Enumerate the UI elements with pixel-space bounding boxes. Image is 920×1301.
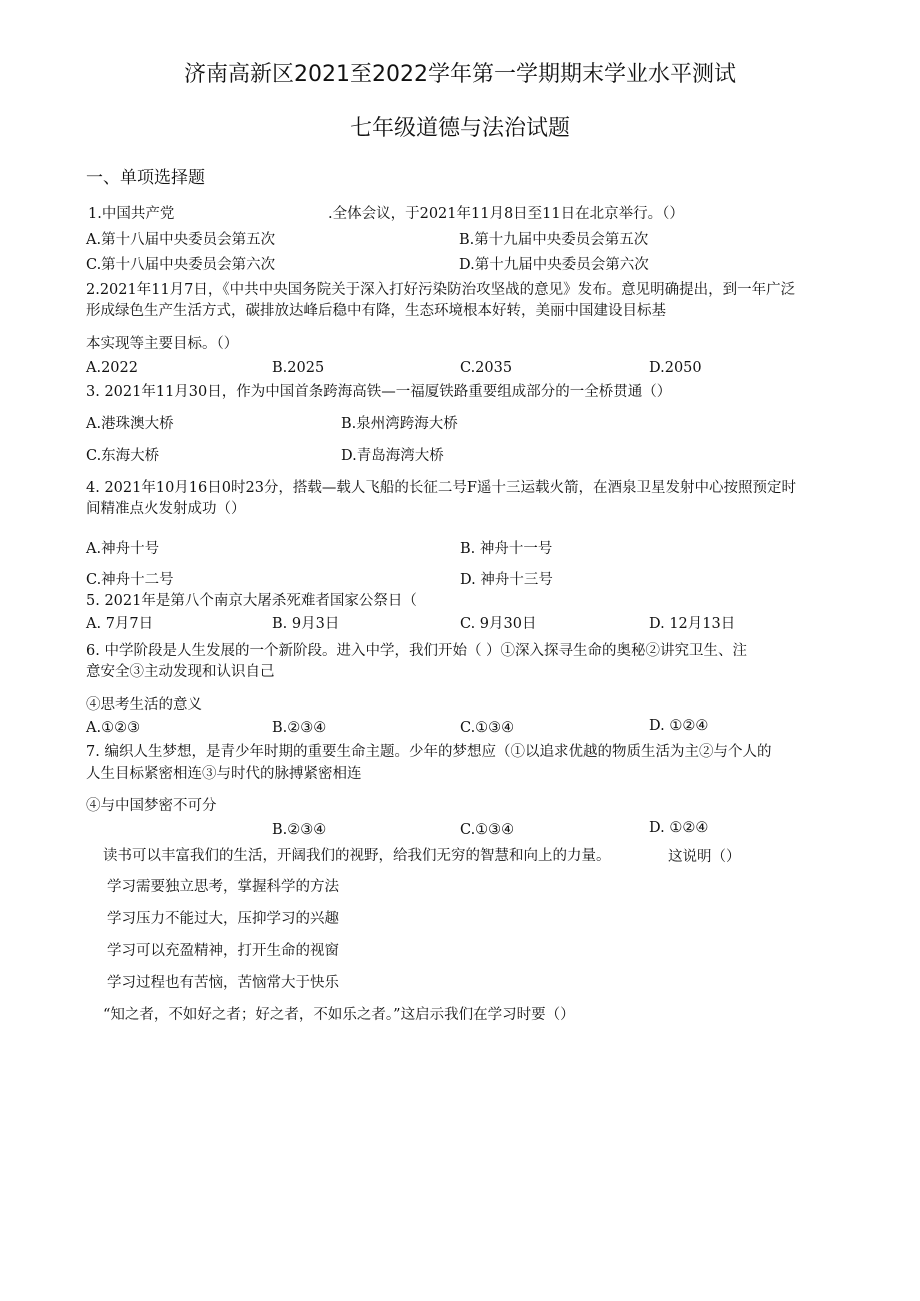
q4-option-c: C.神舟十二号	[86, 572, 174, 588]
q4-stem-line-2: 间精准点火发射成功（）	[86, 501, 246, 517]
q5-option-b: B. 9月3日	[272, 616, 340, 632]
q6-stem-line-2: 意安全③主动发现和认识自己	[86, 664, 275, 680]
q1-stem-end: .全体会议，于2021年11月8日至11日在北京举行。（）	[328, 206, 684, 222]
q1-option-b: B.第十九届中央委员会第五次	[459, 232, 649, 248]
q6-option-b: B.②③④	[272, 720, 327, 736]
q8-option-2: 学习压力不能过大，压抑学习的兴趣	[107, 911, 339, 927]
q7-option-c: C.①③④	[460, 822, 515, 838]
q6-option-d: D. ①②④	[649, 718, 709, 734]
q4-option-a: A.神舟十号	[86, 541, 160, 557]
q2-option-d: D.2050	[649, 360, 702, 376]
q1-option-d: D.第十九届中央委员会第六次	[459, 257, 649, 273]
q8-stem-start: 读书可以丰富我们的生活，开阔我们的视野，给我们无穷的智慧和向上的力量。	[103, 848, 611, 864]
q8-stem-end: 这说明（）	[668, 849, 741, 865]
q3-option-c: C.东海大桥	[86, 448, 160, 464]
q8-option-1: 学习需要独立思考，掌握科学的方法	[107, 879, 339, 895]
q6-option-c: C.①③④	[460, 720, 515, 736]
q8-option-4: 学习过程也有苦恼，苦恼常大于快乐	[107, 975, 339, 991]
q4-option-b: B. 神舟十一号	[460, 541, 553, 557]
q5-option-d: D. 12月13日	[649, 616, 736, 632]
q3-option-b: B.泉州湾跨海大桥	[341, 416, 458, 432]
q8-option-3: 学习可以充盈精神，打开生命的视窗	[107, 943, 339, 959]
q5-option-c: C. 9月30日	[460, 616, 537, 632]
q2-option-b: B.2025	[272, 360, 325, 376]
q3-option-d: D.青岛海湾大桥	[341, 448, 444, 464]
section-heading: 一、单项选择题	[86, 168, 205, 188]
q7-option-d: D. ①②④	[649, 820, 709, 836]
q2-stem-line-3: 本实现等主要目标。（）	[86, 336, 239, 352]
q3-stem: 3. 2021年11月30日，作为中国首条跨海高铁—一福厦铁路重要组成部分的一全桥贯通（）	[86, 384, 672, 400]
q4-stem-line-1: 4. 2021年10月16日0时23分，搭载—载人飞船的长征二号F遥十三运载火箭，在酒泉卫星发射中心按照预定时	[86, 480, 796, 496]
q5-stem: 5. 2021年是第八个南京大屠杀死难者国家公祭日（	[86, 593, 417, 609]
q2-stem-line-1: 2.2021年11月7日，《中共中央国务院关于深入打好污染防治攻坚战的意见》发布。意见明确提出，到一年广泛	[86, 282, 796, 298]
q1-option-c: C.第十八届中央委员会第六次	[86, 257, 276, 273]
q7-stem-line-2: 人生目标紧密相连③与时代的脉搏紧密相连	[86, 766, 362, 782]
q6-stem-line-3: ④思考生活的意义	[86, 697, 202, 713]
q9-stem: “知之者，不如好之者；好之者，不如乐之者。”这启示我们在学习时要（）	[103, 1007, 575, 1023]
q3-option-a: A.港珠澳大桥	[86, 416, 174, 432]
q1-option-a: A.第十八届中央委员会第五次	[86, 232, 276, 248]
exam-title: 济南高新区2021至2022学年第一学期期末学业水平测试	[184, 62, 736, 87]
q6-option-a: A.①②③	[86, 720, 141, 736]
q4-option-d: D. 神舟十三号	[460, 572, 553, 588]
q6-stem-line-1: 6. 中学阶段是人生发展的一个新阶段。进入中学，我们开始（ ）①深入探寻生命的奥秘②讲究卫生、注	[86, 643, 748, 659]
exam-subtitle: 七年级道德与法治试题	[349, 116, 570, 141]
q1-stem-start: 1.中国共产党	[88, 206, 175, 222]
q7-stem-line-3: ④与中国梦密不可分	[86, 798, 217, 814]
q2-option-a: A.2022	[86, 360, 138, 376]
q7-option-b: B.②③④	[272, 822, 327, 838]
q5-option-a: A. 7月7日	[86, 616, 154, 632]
q2-stem-line-2: 形成绿色生产生活方式，碳排放达峰后稳中有降，生态环境根本好转，美丽中国建设目标基	[86, 303, 666, 319]
q7-stem-line-1: 7. 编织人生梦想，是青少年时期的重要生命主题。少年的梦想应（①以追求优越的物质生活为主②与个人的	[86, 744, 772, 760]
q2-option-c: C.2035	[460, 360, 513, 376]
